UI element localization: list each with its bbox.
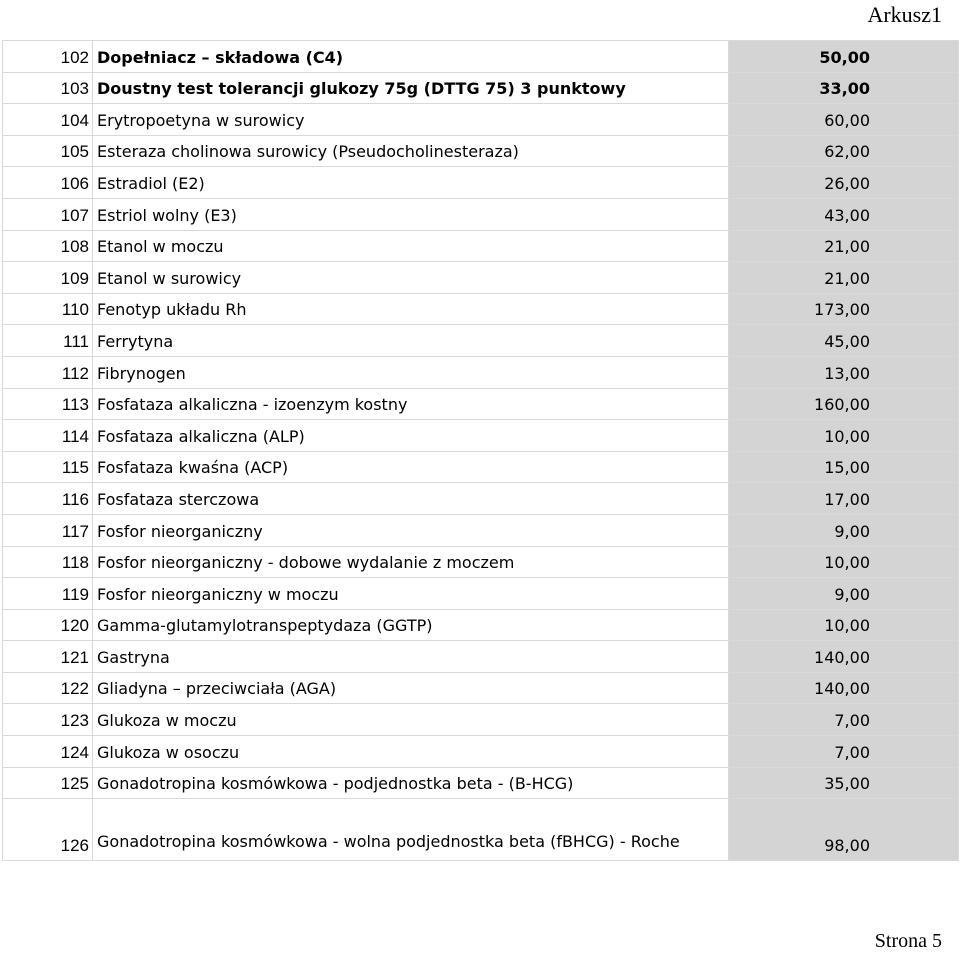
test-price: 50,00 (729, 41, 959, 73)
test-name: Gonadotropina kosmówkowa - wolna podjednostka beta (fBHCG) - Roche (93, 799, 729, 861)
row-number: 126 (3, 799, 93, 861)
test-name: Fosfor nieorganiczny w moczu (93, 578, 729, 610)
test-name: Fosfor nieorganiczny (93, 514, 729, 546)
test-name: Gliadyna – przeciwciała (AGA) (93, 672, 729, 704)
test-price: 140,00 (729, 641, 959, 673)
table-row (3, 72, 959, 104)
test-price: 140,00 (729, 672, 959, 704)
row-number: 120 (3, 609, 93, 641)
test-price: 9,00 (729, 514, 959, 546)
table-row (3, 672, 959, 704)
table-row (3, 704, 959, 736)
table-row (3, 546, 959, 578)
table-row (3, 198, 959, 230)
test-price: 62,00 (729, 135, 959, 167)
table-row (3, 325, 959, 357)
test-price: 45,00 (729, 325, 959, 357)
row-number: 102 (3, 41, 93, 73)
table-row (3, 736, 959, 768)
row-number: 123 (3, 704, 93, 736)
table-row (3, 262, 959, 294)
table-row (3, 799, 959, 861)
test-price: 35,00 (729, 767, 959, 799)
table-row (3, 104, 959, 136)
row-number: 118 (3, 546, 93, 578)
row-number: 112 (3, 356, 93, 388)
row-number: 105 (3, 135, 93, 167)
test-name: Gastryna (93, 641, 729, 673)
table-row (3, 388, 959, 420)
row-number: 109 (3, 262, 93, 294)
table-row (3, 293, 959, 325)
test-name: Esteraza cholinowa surowicy (Pseudocholinesteraza) (93, 135, 729, 167)
table-body (3, 41, 959, 861)
test-name: Glukoza w osoczu (93, 736, 729, 768)
table-row (3, 356, 959, 388)
price-table (2, 40, 959, 861)
test-name: Estradiol (E2) (93, 167, 729, 199)
test-price: 33,00 (729, 72, 959, 104)
row-number: 119 (3, 578, 93, 610)
test-name: Erytropoetyna w surowicy (93, 104, 729, 136)
row-number: 121 (3, 641, 93, 673)
table-row (3, 641, 959, 673)
test-price: 15,00 (729, 451, 959, 483)
test-price: 43,00 (729, 198, 959, 230)
test-name: Etanol w surowicy (93, 262, 729, 294)
table-row (3, 167, 959, 199)
test-name: Doustny test tolerancji glukozy 75g (DTTG 75) 3 punktowy (93, 72, 729, 104)
test-name: Fosfataza alkaliczna (ALP) (93, 420, 729, 452)
row-number: 103 (3, 72, 93, 104)
row-number: 114 (3, 420, 93, 452)
row-number: 106 (3, 167, 93, 199)
row-number: 115 (3, 451, 93, 483)
table-row (3, 514, 959, 546)
test-name: Fosfataza sterczowa (93, 483, 729, 515)
row-number: 111 (3, 325, 93, 357)
test-price: 7,00 (729, 736, 959, 768)
row-number: 116 (3, 483, 93, 515)
test-name: Fosfataza kwaśna (ACP) (93, 451, 729, 483)
test-price: 17,00 (729, 483, 959, 515)
test-price: 173,00 (729, 293, 959, 325)
test-name: Dopełniacz – składowa (C4) (93, 41, 729, 73)
table-row (3, 451, 959, 483)
test-price: 10,00 (729, 609, 959, 641)
test-price: 21,00 (729, 262, 959, 294)
test-price: 13,00 (729, 356, 959, 388)
table-row (3, 41, 959, 73)
test-price: 21,00 (729, 230, 959, 262)
table-row (3, 767, 959, 799)
sheet-name: Arkusz1 (867, 2, 942, 27)
test-price: 60,00 (729, 104, 959, 136)
test-price: 10,00 (729, 546, 959, 578)
test-name: Gamma-glutamylotranspeptydaza (GGTP) (93, 609, 729, 641)
test-name: Etanol w moczu (93, 230, 729, 262)
row-number: 104 (3, 104, 93, 136)
table-row (3, 420, 959, 452)
test-name: Gonadotropina kosmówkowa - podjednostka beta - (B-HCG) (93, 767, 729, 799)
test-price: 10,00 (729, 420, 959, 452)
test-price: 98,00 (729, 799, 959, 861)
test-name: Fenotyp układu Rh (93, 293, 729, 325)
row-number: 110 (3, 293, 93, 325)
test-price: 7,00 (729, 704, 959, 736)
table-row (3, 135, 959, 167)
table-row (3, 578, 959, 610)
test-name: Fosfor nieorganiczny - dobowe wydalanie z moczem (93, 546, 729, 578)
test-price: 26,00 (729, 167, 959, 199)
test-name: Fibrynogen (93, 356, 729, 388)
table-row (3, 483, 959, 515)
row-number: 125 (3, 767, 93, 799)
row-number: 113 (3, 388, 93, 420)
page-number: Strona 5 (874, 930, 942, 952)
test-price: 9,00 (729, 578, 959, 610)
table-row (3, 230, 959, 262)
row-number: 117 (3, 514, 93, 546)
table-row (3, 609, 959, 641)
row-number: 124 (3, 736, 93, 768)
test-name: Glukoza w moczu (93, 704, 729, 736)
test-name: Estriol wolny (E3) (93, 198, 729, 230)
test-name: Ferrytyna (93, 325, 729, 357)
row-number: 107 (3, 198, 93, 230)
test-name: Fosfataza alkaliczna - izoenzym kostny (93, 388, 729, 420)
row-number: 122 (3, 672, 93, 704)
test-price: 160,00 (729, 388, 959, 420)
row-number: 108 (3, 230, 93, 262)
